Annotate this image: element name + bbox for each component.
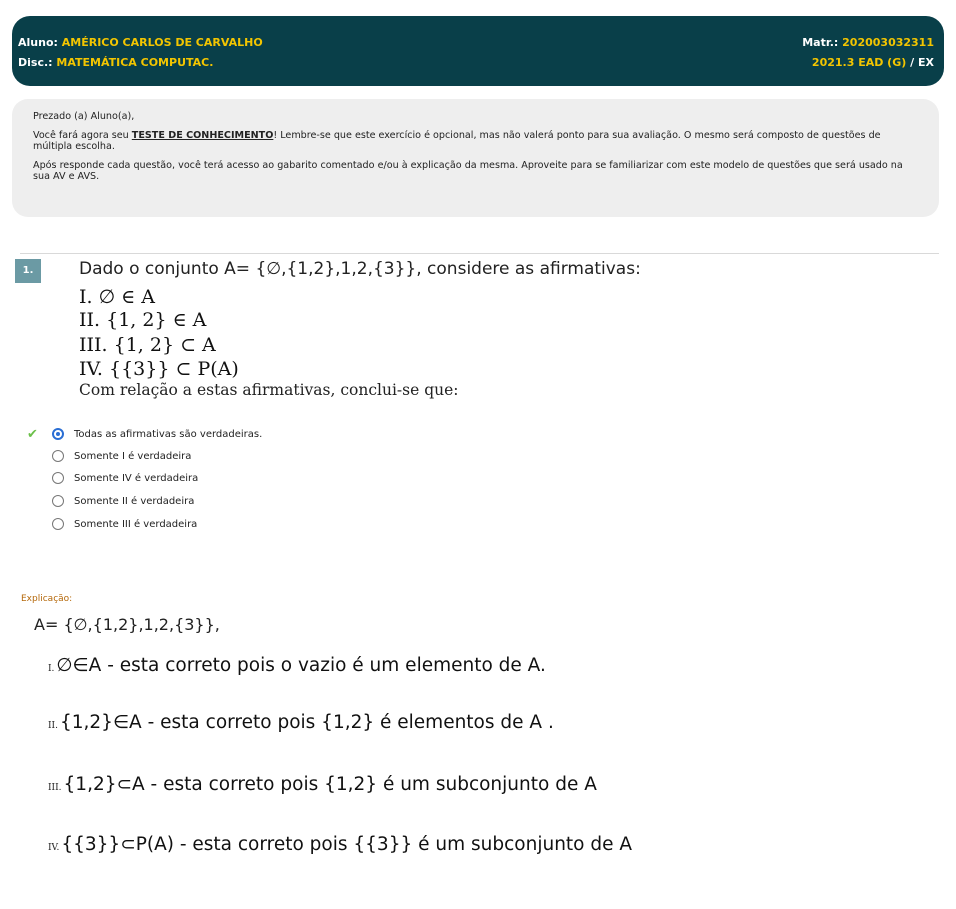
radio-button[interactable] [52, 450, 64, 462]
explanation-line-4 [48, 834, 632, 855]
question-number-badge: 1. [15, 259, 41, 283]
affirmative-expression: {{3}} ⊂ P(A) [109, 358, 239, 380]
explanation-label: Explicação: [21, 594, 73, 604]
correct-check-icon: ✔ [27, 427, 38, 442]
notice-paragraph-2: Após responde cada questão, você terá acesso ao gabarito comentado e/ou à explicação da mesma. Aproveite para se familiarizar com este modelo de questões que será usado na sua AV e AVS. [33, 160, 903, 182]
affirmative-1 [79, 286, 155, 308]
option-5[interactable] [52, 516, 197, 532]
option-2[interactable] [52, 448, 191, 464]
option-label: Somente III é verdadeira [74, 518, 198, 530]
discipline-label: Disc.: [18, 56, 53, 69]
student-label: Aluno: [18, 36, 58, 49]
radio-button[interactable] [52, 495, 64, 507]
affirmative-roman: IV. [79, 358, 103, 380]
student-row [18, 36, 263, 49]
affirmative-roman: I. [79, 286, 93, 308]
question-divider [20, 253, 939, 254]
affirmative-3 [79, 334, 216, 356]
explanation-roman: II. [48, 721, 58, 731]
student-header [12, 16, 944, 86]
explanation-roman: III. [48, 783, 62, 793]
explanation-text: {1,2}∈A - esta correto pois {1,2} é elementos de A . [59, 712, 554, 733]
term-row [812, 56, 934, 69]
term-separator: / [910, 56, 915, 69]
affirmative-expression: {1, 2} ∈ A [106, 309, 207, 331]
discipline-row [18, 56, 213, 69]
instructions-notice [12, 99, 939, 217]
explanation-text: {1,2}⊂A - esta correto pois {1,2} é um subconjunto de A [63, 774, 597, 795]
affirmative-4 [79, 358, 239, 380]
radio-button-selected[interactable] [52, 428, 64, 440]
explanation-set: A= {∅,{1,2},1,2,{3}}, [34, 615, 220, 634]
affirmative-expression: {1, 2} ⊂ A [113, 334, 216, 356]
option-label: Somente IV é verdadeira [74, 472, 199, 484]
discipline-name: MATEMÁTICA COMPUTAC. [56, 56, 214, 69]
question-statement: Dado o conjunto A= {∅,{1,2},1,2,{3}}, considere as afirmativas: [79, 259, 641, 279]
explanation-roman: IV. [48, 843, 60, 853]
explanation-line-1 [48, 655, 546, 676]
notice-p1-after: ! Lembre-se que este exercício é opcional, mas não valerá ponto para sua avaliação. O mesmo será composto de questões de múltipla escolha. [33, 130, 881, 152]
matr-label: Matr.: [802, 36, 839, 49]
matr-row [802, 36, 934, 49]
notice-paragraph-1 [33, 130, 917, 152]
affirmative-2 [79, 309, 206, 331]
explanation-text: ∅∈A - esta correto pois o vazio é um elemento de A. [56, 655, 546, 676]
affirmative-roman: II. [79, 309, 101, 331]
matr-value: 202003032311 [842, 36, 934, 49]
radio-button[interactable] [52, 472, 64, 484]
option-label: Todas as afirmativas são verdadeiras. [74, 428, 263, 440]
option-1[interactable] [52, 426, 262, 442]
option-3[interactable] [52, 470, 198, 486]
notice-test-title: TESTE DE CONHECIMENTO [131, 130, 274, 141]
explanation-line-3 [48, 774, 597, 795]
option-label: Somente I é verdadeira [74, 450, 192, 462]
option-label: Somente II é verdadeira [74, 495, 195, 507]
explanation-line-2 [48, 712, 554, 733]
notice-greeting: Prezado (a) Aluno(a), [33, 111, 135, 122]
affirmative-expression: ∅ ∈ A [98, 286, 156, 308]
student-name: AMÉRICO CARLOS DE CARVALHO [61, 36, 263, 49]
term-value: 2021.3 EAD (G) [811, 56, 907, 69]
affirmative-roman: III. [79, 334, 108, 356]
question-conclusion: Com relação a estas afirmativas, conclui-se que: [79, 381, 459, 399]
notice-p1-before: Você fará agora seu [33, 130, 132, 141]
explanation-roman: I. [48, 664, 55, 674]
radio-button[interactable] [52, 518, 64, 530]
explanation-text: {{3}}⊂P(A) - esta correto pois {{3}} é um subconjunto de A [61, 834, 633, 855]
option-4[interactable] [52, 493, 194, 509]
term-type: EX [918, 56, 934, 69]
